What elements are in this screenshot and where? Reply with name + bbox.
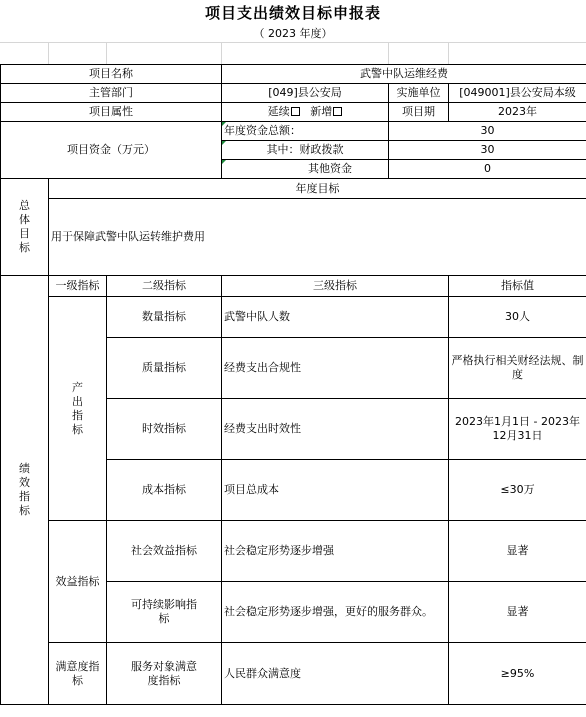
attribute-new-label: 新增	[310, 105, 333, 118]
value-cell[interactable]: ≤30万	[449, 460, 586, 521]
other-funds-value[interactable]: 0	[389, 160, 586, 179]
value-cell[interactable]: 严格执行相关财经法规、制度	[449, 338, 586, 399]
indicator-row	[1, 521, 586, 582]
attribute-label: 项目属性	[1, 103, 222, 122]
total-funds-value[interactable]: 30	[389, 122, 586, 141]
level2-cell: 服务对象满意度指标	[107, 643, 222, 705]
level2-cell: 数量指标	[107, 297, 222, 338]
value-header: 指标值	[449, 276, 586, 297]
report-year: （ 2023 年度）	[253, 27, 333, 40]
level1-header: 一级指标	[49, 276, 107, 297]
level2-cell: 可持续影响指标	[107, 582, 222, 643]
attribute-value[interactable]	[222, 103, 389, 122]
checkbox-icon[interactable]	[291, 107, 300, 116]
grid-line	[48, 42, 49, 64]
total-funds-label: 年度资金总额：	[222, 122, 389, 141]
implementer-label: 实施单位	[389, 84, 449, 103]
total-funds-row	[1, 122, 586, 141]
value-cell[interactable]: ≥95%	[449, 643, 586, 705]
value-cell[interactable]: 30人	[449, 297, 586, 338]
output-indicator-label: 产出指标	[49, 297, 107, 521]
level3-cell[interactable]: 经费支出合规性	[222, 338, 449, 399]
level2-cell: 质量指标	[107, 338, 222, 399]
level3-header: 三级指标	[222, 276, 449, 297]
checkbox-icon[interactable]	[333, 107, 342, 116]
comment-marker-icon	[222, 160, 226, 164]
level2-cell: 社会效益指标	[107, 521, 222, 582]
project-name-label: 项目名称	[1, 65, 222, 84]
level2-header: 二级指标	[107, 276, 222, 297]
value-cell[interactable]: 显著	[449, 521, 586, 582]
attribute-row	[1, 103, 586, 122]
attribute-continue-label: 延续	[267, 105, 290, 118]
level2-cell: 成本指标	[107, 460, 222, 521]
indicator-header-row	[1, 276, 586, 297]
benefit-indicator-label: 效益指标	[49, 521, 107, 643]
grid-line	[0, 42, 586, 43]
report-title: 项目支出绩效目标申报表	[204, 4, 381, 22]
goal-text-row	[1, 199, 586, 276]
other-funds-label: 其他资金	[222, 160, 389, 179]
comment-marker-icon	[222, 141, 226, 145]
grid-line	[221, 42, 222, 64]
implementer-value[interactable]: [049001]县公安局本级	[449, 84, 586, 103]
project-name-value[interactable]: 武警中队运维经费	[222, 65, 586, 84]
period-label: 项目期	[389, 103, 449, 122]
grid-line	[448, 42, 449, 64]
grid-line	[388, 42, 389, 64]
level3-cell[interactable]: 武警中队人数	[222, 297, 449, 338]
indicator-row	[1, 297, 586, 338]
funds-label: 项目资金（万元）	[1, 122, 222, 179]
fiscal-funds-label: 其中：财政拨款	[222, 141, 389, 160]
indicators-section-label: 绩效指标	[1, 276, 49, 705]
fiscal-funds-value[interactable]: 30	[389, 141, 586, 160]
performance-target-table	[0, 64, 586, 705]
comment-marker-icon	[222, 122, 226, 126]
value-cell[interactable]: 2023年1月1日 - 2023年12月31日	[449, 399, 586, 460]
satisfaction-indicator-label: 满意度指标	[49, 643, 107, 705]
level2-cell: 时效指标	[107, 399, 222, 460]
level3-cell[interactable]: 社会稳定形势逐步增强，更好的服务群众。	[222, 582, 449, 643]
grid-line	[106, 42, 107, 64]
goal-text[interactable]: 用于保障武警中队运转维护费用	[49, 199, 586, 276]
value-cell[interactable]: 显著	[449, 582, 586, 643]
goal-header-row	[1, 179, 586, 199]
period-value[interactable]: 2023年	[449, 103, 586, 122]
level3-cell[interactable]: 经费支出时效性	[222, 399, 449, 460]
level3-cell[interactable]: 人民群众满意度	[222, 643, 449, 705]
goal-header: 年度目标	[49, 179, 586, 199]
overall-goal-label: 总体目标	[1, 179, 49, 276]
indicator-row	[1, 643, 586, 705]
department-label: 主管部门	[1, 84, 222, 103]
project-name-row	[1, 65, 586, 84]
level3-cell[interactable]: 社会稳定形势逐步增强	[222, 521, 449, 582]
level3-cell[interactable]: 项目总成本	[222, 460, 449, 521]
department-row	[1, 84, 586, 103]
department-value[interactable]: [049]县公安局	[222, 84, 389, 103]
